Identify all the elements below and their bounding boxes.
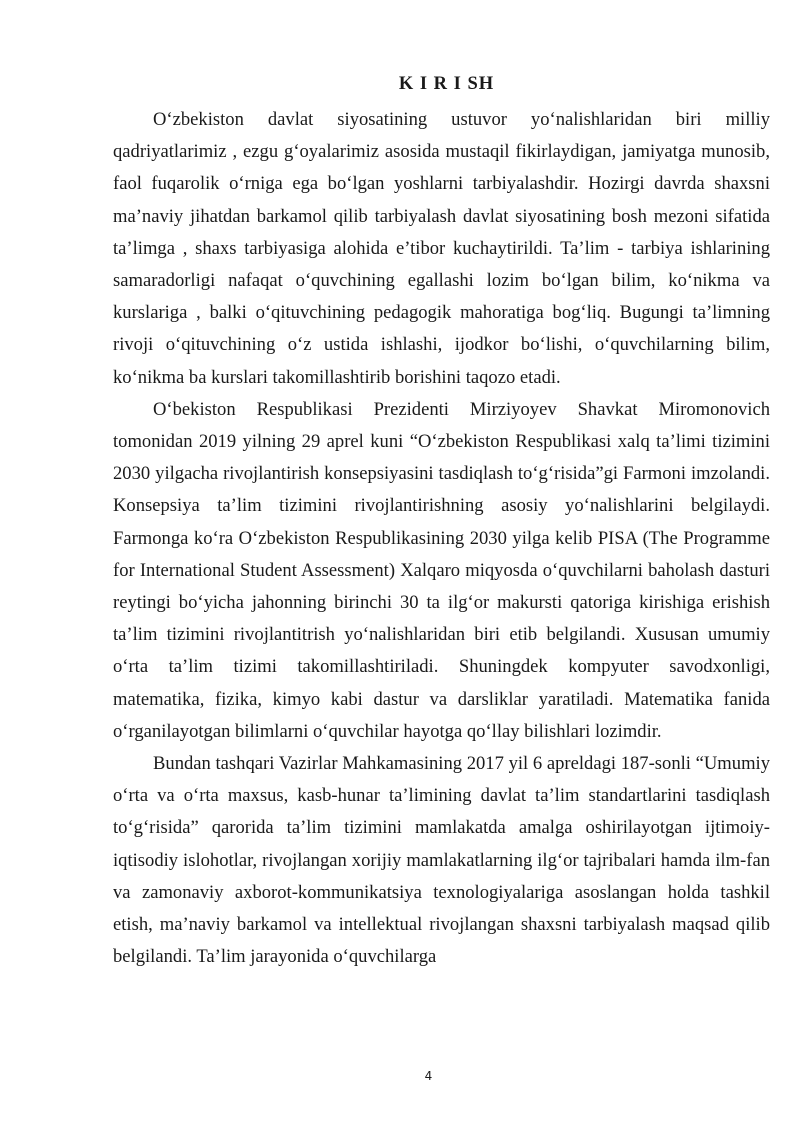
paragraph-2: O‘bekiston Respublikasi Prezidenti Mirziyoyev Shavkat Miromonovich tomonidan 2019 yilning 29 aprel kuni “O‘zbekiston Respublikasi xalq ta’limi tizimini 2030 yilgacha rivojlantirish konsepsiyasini tasdiqlash to‘g‘risida”gi Farmoni imzolandi. Konsepsiya ta’lim tizimini rivojlantirishning asosiy yo‘nalishlarini belgilaydi. Farmonga ko‘ra O‘zbekiston Respublikasining 2030 yilga kelib PISA (The Programme for International Student Assessment) Xalqaro miqyosda o‘quvchilarni baholash dasturi reytingi bo‘yicha jahonning birinchi 30 ta ilg‘or makursti qatoriga kirishiga erishish ta’lim tizimini rivojlantitrish yo‘nalishlaridan biri etib belgilandi. Xususan umumiy o‘rta ta’lim tizimi takomillashtiriladi. Shuningdek kompyuter savodxonligi, matematika, fizika, kimyo kabi dastur va darsliklar yaratiladi. Matematika fanida o‘rganilayotgan bilimlarni o‘quvchilar hayotga qo‘llay bilishlari lozimdir. [113, 398, 770, 742]
section-title: K I R I SH [398, 74, 495, 94]
page-number: 4 [424, 1069, 433, 1083]
paragraph-3: Bundan tashqari Vazirlar Mahkamasining 2017 yil 6 apreldagi 187-sonli “Umumiy o‘rta va o‘rta maxsus, kasb-hunar ta’limining davlat ta’lim standartlarini tasdiqlash to‘g‘risida” qarorida ta’lim tizimini mamlakatda amalga oshirilayotgan ijtimoiy-iqtisodiy islohotlar, rivojlangan xorijiy mamlakatlarning ilg‘or tajribalari hamda ilm-fan va zamonaviy axborot-kommunikatsiya texnologiyalariga asoslangan holda tashkil etish, ma’naviy barkamol va intellektual rivojlangan shaxsni tarbiyalash maqsad qilib belgilandi. Ta’lim jarayonida o‘quvchilarga [113, 753, 770, 968]
body-text [113, 104, 770, 973]
paragraph-1: O‘zbekiston davlat siyosatining ustuvor yo‘nalishlaridan biri milliy qadriyatlarimiz , ezgu g‘oyalarimiz asosida mustaqil fikirlaydigan, jamiyatga munosib, faol fuqarolik o‘rniga ega bo‘lgan yoshlarni tarbiyalashdir. Hozirgi davrda shaxsni ma’naviy jihatdan barkamol qilib tarbiyalash davlat siyosatining bosh mezoni sifatida ta’limga , shaxs tarbiyasiga alohida e’tibor kuchaytirildi. Ta’lim - tarbiya ishlarining samaradorligi nafaqat o‘quvchining egallashi lozim bo‘lgan bilim, ko‘nikma va kurslariga , balki o‘qituvchining pedagogik mahoratiga bog‘liq. Bugungi ta’limning rivoji o‘qituvchining o‘z ustida ishlashi, ijodkor bo‘lishi, o‘quvchilarning bilim, ko‘nikma ba kurslari takomillashtirib borishini taqozo etadi. [113, 109, 770, 388]
